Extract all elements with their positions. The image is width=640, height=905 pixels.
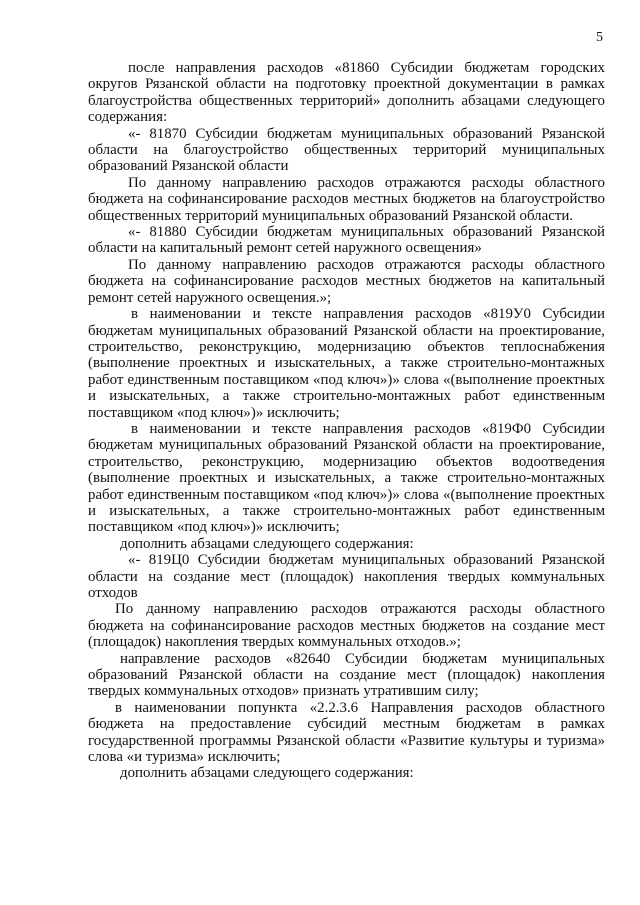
- paragraph-819C0-title: «- 819Ц0 Субсидии бюджетам муниципальных образований Рязанской области на создание мест (площадок) накопления твердых коммунальных отходов: [88, 552, 605, 601]
- document-body: [88, 60, 605, 782]
- paragraph-81870-title: «- 81870 Субсидии бюджетам муниципальных образований Рязанской области на благоустройство общественных территорий муниципальных образований Рязанской области: [88, 125, 605, 175]
- paragraph-supplement-intro-1: дополнить абзацами следующего содержания:: [120, 535, 414, 552]
- paragraph-819C0-description: По данному направлению расходов отражаются расходы областного бюджета на софинансирование расходов местных бюджетов на создание мест (площадок) накопления твердых коммунальных отходов.»;: [88, 601, 605, 651]
- paragraph-819F0: в наименовании и тексте направления расходов «819Ф0 Субсидии бюджетам муниципальных образований Рязанской области на проектирование, строительство, реконструкцию, модернизацию объектов водоотведения (выполнение проектных и изыскательных, а также строительно-монтажных работ единственным поставщиком «под ключ»)» слова «(выполнение проектных и изыскательных, а также строительно-монтажных работ единственным поставщиком «под ключ»)» исключить;: [88, 420, 605, 536]
- paragraph-82640-repeal: направление расходов «82640 Субсидии бюджетам муниципальных образований Рязанской области на создание мест (площадок) накопления твердых коммунальных отходов» признать утратившим силу;: [88, 650, 605, 700]
- paragraph-81870-description: По данному направлению расходов отражаются расходы областного бюджета на софинансирование расходов местных бюджетов на благоустройство общественных территорий муниципальных образований Рязанской области.: [88, 174, 605, 224]
- paragraph-81880-title: «- 81880 Субсидии бюджетам муниципальных образований Рязанской области на капитальный ремонт сетей наружного освещения»: [88, 224, 605, 257]
- paragraph-after-81860: после направления расходов «81860 Субсидии бюджетам городских округов Рязанской области на подготовку проектной документации в рамках благоустройства общественных территорий» дополнить абзацами следующего содержания:: [88, 60, 605, 126]
- paragraph-supplement-intro-2: дополнить абзацами следующего содержания:: [120, 765, 414, 782]
- paragraph-819U0: в наименовании и тексте направления расходов «819У0 Субсидии бюджетам муниципальных образований Рязанской области на проектирование, строительство, реконструкцию, модернизацию объектов теплоснабжения (выполнение проектных и изыскательных, а также строительно-монтажных работ единственным поставщиком «под ключ»)» слова «(выполнение проектных и изыскательных, а также строительно-монтажных работ единственным поставщиком «под ключ»)» исключить;: [88, 306, 605, 421]
- paragraph-81880-description: По данному направлению расходов отражаются расходы областного бюджета на софинансирование расходов местных бюджетов на капитальный ремонт сетей наружного освещения.»;: [88, 256, 605, 306]
- page-number: 5: [596, 30, 603, 45]
- paragraph-2236-amendment: в наименовании попункта «2.2.3.6 Направления расходов областного бюджета на предоставление субсидий местным бюджетам в рамках государственной программы Рязанской области «Развитие культуры и туризма» слова «и туризма» исключить;: [88, 699, 605, 766]
